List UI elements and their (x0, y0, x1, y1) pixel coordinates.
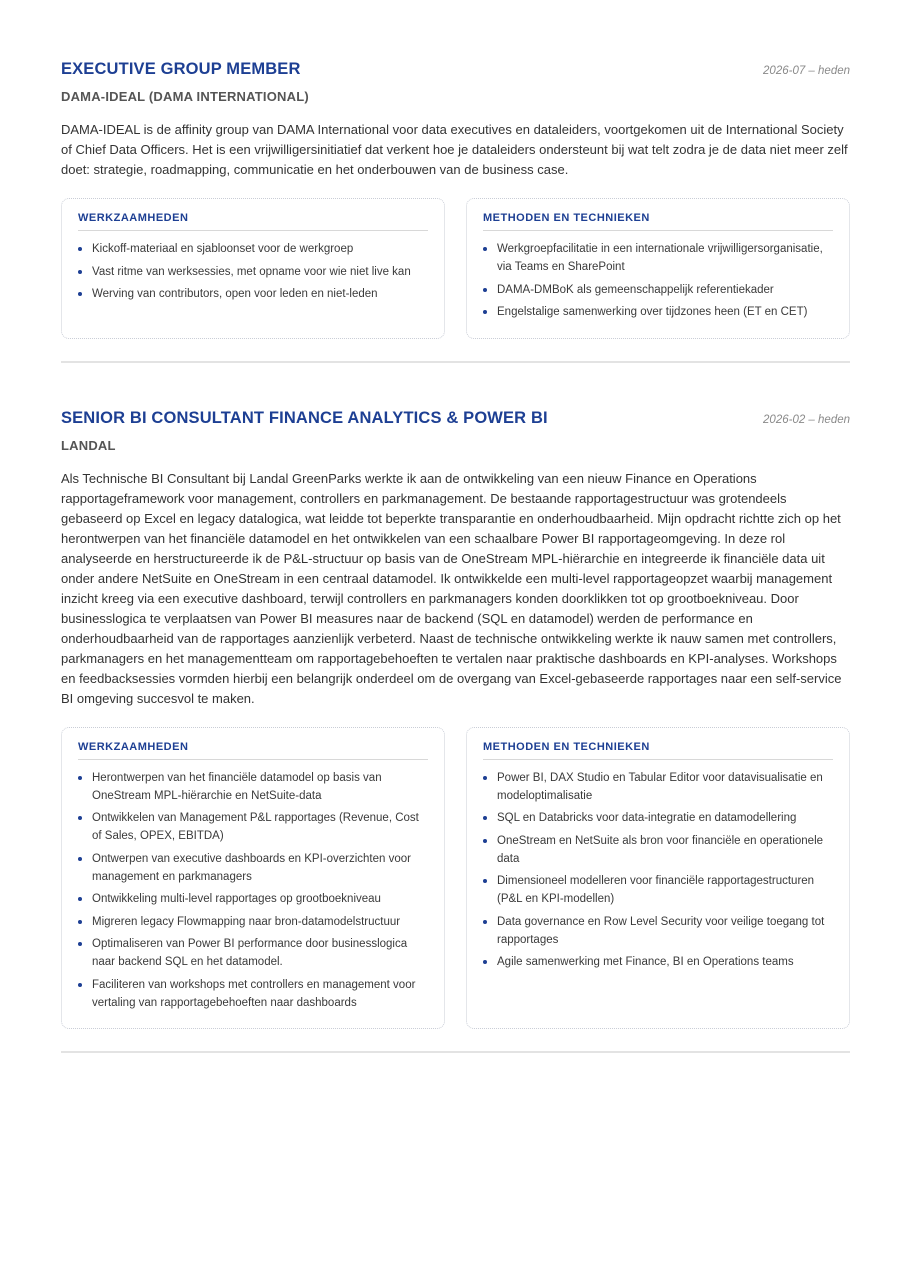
list-item-text: Data governance en Row Level Security voor veilige toegang tot rapportages (497, 915, 825, 946)
list-item (483, 809, 833, 827)
duties-title: WERKZAAMHEDEN (78, 741, 428, 760)
methods-list (483, 769, 833, 972)
duties-box (61, 727, 445, 1030)
bullet-icon (483, 288, 487, 292)
methods-box (466, 727, 850, 1030)
methods-title: METHODEN EN TECHNIEKEN (483, 212, 833, 231)
list-item-text: Vast ritme van werksessies, met opname voor wie niet live kan (92, 265, 411, 278)
list-item-text: SQL en Databricks voor data-integratie en datamodellering (497, 812, 797, 824)
list-item-text: Agile samenwerking met Finance, BI en Operations teams (497, 956, 794, 968)
list-item-text: Faciliteren van workshops met controllers en management voor vertaling van rapportagebehoeften naar dashboards (92, 978, 416, 1009)
bullet-icon (483, 920, 487, 924)
bullet-icon (78, 920, 82, 924)
job-title: EXECUTIVE GROUP MEMBER (61, 60, 301, 78)
list-item (483, 240, 833, 276)
job-detail-boxes (61, 198, 850, 339)
list-item (78, 809, 428, 845)
duties-list (78, 240, 428, 303)
list-item (78, 913, 428, 931)
list-item (483, 872, 833, 908)
list-item (78, 263, 428, 281)
list-item (78, 240, 428, 258)
job-description: Als Technische BI Consultant bij Landal GreenParks werkte ik aan de ontwikkeling van een nieuw Finance en Operations rapportageframework voor management, controllers en parkmanagement. De bestaande rapportagestructuur was grotendeels gebaseerd op Excel en legacy datalogica, wat leidde tot beperkte transparantie en onderhoudbaarheid. Mijn opdracht richtte zich op het herontwerpen van het financiële datamodel en het ontwikkelen van een schaalbare Power BI rapportageomgeving. In deze rol analyseerde en herstructureerde ik de P&L-structuur op basis van de OneStream MPL-hiërarchie en integreerde ik financiële data uit onder andere NetSuite en OneStream in een centraal datamodel. Ik ontwikkelde een multi-level rapportageopzet waarbij management inzicht kreeg via een executive dashboard, terwijl controllers en parkmanagers konden doorklikken tot op grootboekniveau. Door businesslogica te verplaatsen van Power BI measures naar de backend (SQL en datamodel) werden de performance en onderhoudbaarheid van de rapportages aanzienlijk verbeterd. Naast de technische ontwikkeling werkte ik nauw samen met controllers, parkmanagers en het managementteam om rapportagebehoeften te vertalen naar praktische dashboards en KPI-analyses. Workshops en feedbacksessies vormden hierbij een belangrijk onderdeel om de overgang van Excel-gebaseerde rapportages naar een self-service BI omgeving succesvol te maken. (61, 470, 842, 706)
bullet-icon (483, 960, 487, 964)
list-item-text: Ontwikkelen van Management P&L rapportages (Revenue, Cost of Sales, OPEX, EBITDA) (92, 812, 419, 842)
list-item (78, 935, 428, 971)
list-item-text: Power BI, DAX Studio en Tabular Editor voor datavisualisatie en modeloptimalisatie (497, 771, 823, 802)
list-item (78, 976, 428, 1012)
list-item-text: Herontwerpen van het financiële datamodel op basis van OneStream MPL-hiërarchie en NetSuite-data (92, 771, 382, 802)
duties-box (61, 198, 445, 339)
list-item (78, 285, 428, 303)
bullet-icon (78, 897, 82, 901)
bullet-icon (483, 816, 487, 820)
bullet-icon (483, 776, 487, 780)
methods-title: METHODEN EN TECHNIEKEN (483, 741, 833, 760)
list-item-text: Werkgroepfacilitatie in een internationale vrijwilligersorganisatie, via Teams en SharePoint (497, 243, 823, 273)
bullet-icon (78, 983, 82, 987)
bullet-icon (78, 942, 82, 946)
bullet-icon (78, 247, 82, 251)
methods-list (483, 240, 833, 321)
bullet-icon (483, 247, 487, 251)
list-item (483, 303, 833, 321)
job-entry-executive-group-member (61, 60, 850, 363)
job-date: 2026-07 – heden (763, 65, 850, 77)
duties-title: WERKZAAMHEDEN (78, 212, 428, 231)
list-item-text: Kickoff-materiaal en sjabloonset voor de werkgroep (92, 243, 354, 255)
bullet-icon (78, 816, 82, 820)
bullet-icon (78, 857, 82, 861)
list-item (483, 913, 833, 949)
bullet-icon (78, 776, 82, 780)
job-organization: LANDAL (61, 437, 116, 453)
list-item-text: Migreren legacy Flowmapping naar bron-datamodelstructuur (92, 915, 401, 928)
list-item-text: Engelstalige samenwerking over tijdzones heen (ET en CET) (497, 306, 808, 318)
job-header (61, 409, 850, 437)
list-item-text: Werving van contributors, open voor leden en niet-leden (92, 288, 378, 300)
list-item (483, 832, 833, 868)
list-item-text: Ontwikkeling multi-level rapportages op grootboekniveau (92, 893, 381, 905)
list-item-text: Optimaliseren van Power BI performance door businesslogica naar backend SQL en het datamodel. (92, 938, 408, 968)
job-description: DAMA-IDEAL is de affinity group van DAMA International voor data executives en dataleiders, voortgekomen uit de International Society of Chief Data Officers. Het is een vrijwilligersinitiatief dat verkent hoe je dataleiders ondersteunt bij wat telt zodra je de data niet meer zelf doet: strategie, roadmapping, communicatie en het onderbouwen van de business case. (61, 122, 848, 177)
bullet-icon (78, 292, 82, 296)
list-item (483, 281, 833, 299)
duties-list (78, 769, 428, 1012)
list-item (483, 953, 833, 971)
job-detail-boxes (61, 727, 850, 1030)
list-item (483, 769, 833, 805)
job-organization: DAMA-IDEAL (DAMA INTERNATIONAL) (61, 89, 309, 104)
job-title: SENIOR BI CONSULTANT FINANCE ANALYTICS & POWER BI (61, 408, 548, 427)
bullet-icon (483, 839, 487, 843)
list-item (78, 890, 428, 908)
list-item (78, 850, 428, 886)
job-date: 2026-02 – heden (763, 413, 850, 426)
bullet-icon (483, 879, 487, 883)
bullet-icon (483, 310, 487, 314)
job-header (61, 60, 850, 88)
bullet-icon (78, 270, 82, 274)
job-entry-senior-bi-consultant (61, 409, 850, 1054)
list-item-text: Ontwerpen van executive dashboards en KPI-overzichten voor management en parkmanagers (92, 852, 411, 883)
list-item-text: OneStream en NetSuite als bron voor financiële en operationele data (497, 834, 824, 865)
list-item-text: Dimensioneel modelleren voor financiële rapportagestructuren (P&L en KPI-modellen) (497, 875, 815, 905)
methods-box (466, 198, 850, 339)
list-item-text: DAMA-DMBoK als gemeenschappelijk referentiekader (497, 283, 774, 296)
list-item (78, 769, 428, 805)
